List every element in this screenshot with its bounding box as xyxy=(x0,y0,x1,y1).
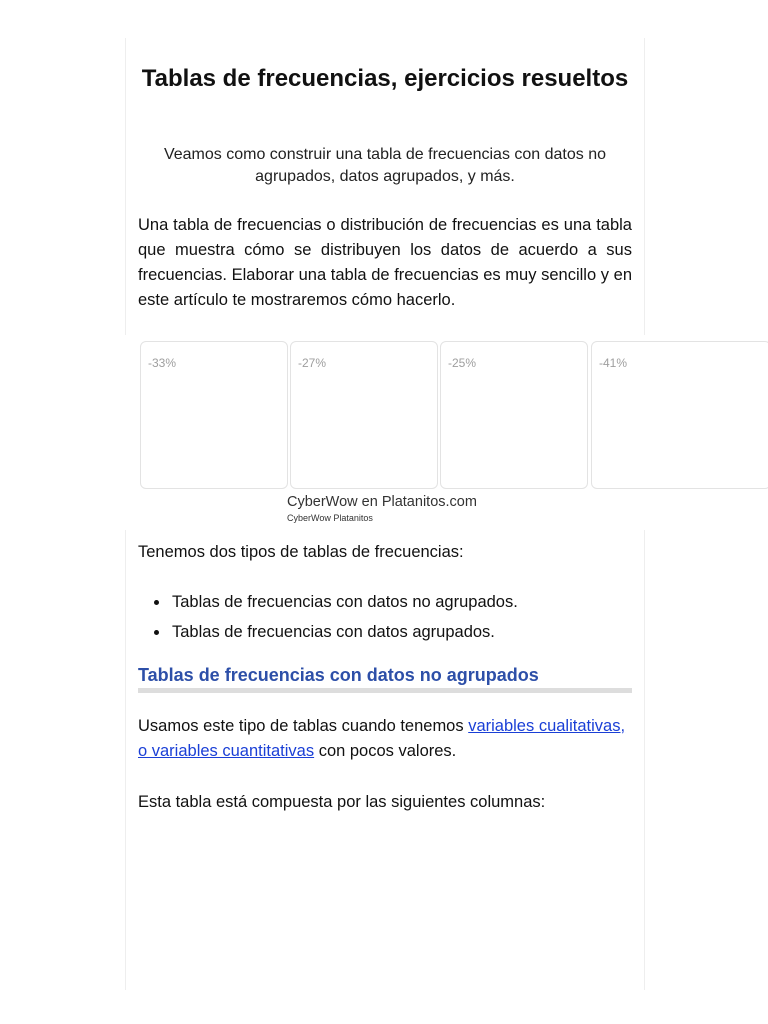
usage-paragraph xyxy=(138,714,632,764)
discount-label: -33% xyxy=(148,356,177,370)
list-item-text: Tablas de frecuencias con datos agrupados. xyxy=(172,623,495,641)
list-item xyxy=(138,618,632,648)
discount-label: -25% xyxy=(448,356,477,370)
link-variables-cuantitativas[interactable]: o variables cuantitativas xyxy=(138,742,315,760)
section-heading: Tablas de frecuencias con datos no agrupados xyxy=(138,665,539,685)
discount-label: -41% xyxy=(599,356,628,370)
list-item-text: Tablas de frecuencias con datos no agrupados. xyxy=(172,593,518,611)
ad-product-card[interactable] xyxy=(290,341,438,489)
ad-product-card[interactable] xyxy=(140,341,288,489)
ad-product-cards xyxy=(140,341,768,491)
usage-text-end: con pocos valores. xyxy=(314,742,457,760)
ad-brand-link[interactable]: CyberWow en Platanitos.com xyxy=(287,494,477,510)
ad-product-card[interactable] xyxy=(440,341,588,489)
bullet-icon xyxy=(154,600,159,605)
ad-advertiser-name: CyberWow Platanitos xyxy=(287,513,373,523)
columns-intro: Esta tabla está compuesta por las siguientes columnas: xyxy=(138,793,546,811)
list-item xyxy=(138,588,632,618)
intro-paragraph: Una tabla de frecuencias o distribución de frecuencias es una tabla que muestra cómo se distribuyen los datos de acuerdo a sus frecuencias. Elaborar una tabla de frecuencias es muy sencillo y en este artículo te mostraremos cómo hacerlo. xyxy=(138,216,632,309)
section-divider xyxy=(138,688,632,693)
discount-label: -27% xyxy=(298,356,327,370)
ad-banner[interactable] xyxy=(125,335,768,530)
types-intro: Tenemos dos tipos de tablas de frecuencias: xyxy=(138,543,464,561)
article-subtitle: Veamos como construir una tabla de frecuencias con datos no agrupados, datos agrupados, y más. xyxy=(163,146,607,185)
usage-text-start: Usamos este tipo de tablas cuando tenemos xyxy=(138,717,469,735)
ad-product-card[interactable] xyxy=(591,341,768,489)
types-list xyxy=(138,588,632,648)
bullet-icon xyxy=(154,630,159,635)
link-variables-cualitativas[interactable]: variables cualitativas, xyxy=(468,717,626,735)
article-title: Tablas de frecuencias, ejercicios resueltos xyxy=(141,65,629,92)
